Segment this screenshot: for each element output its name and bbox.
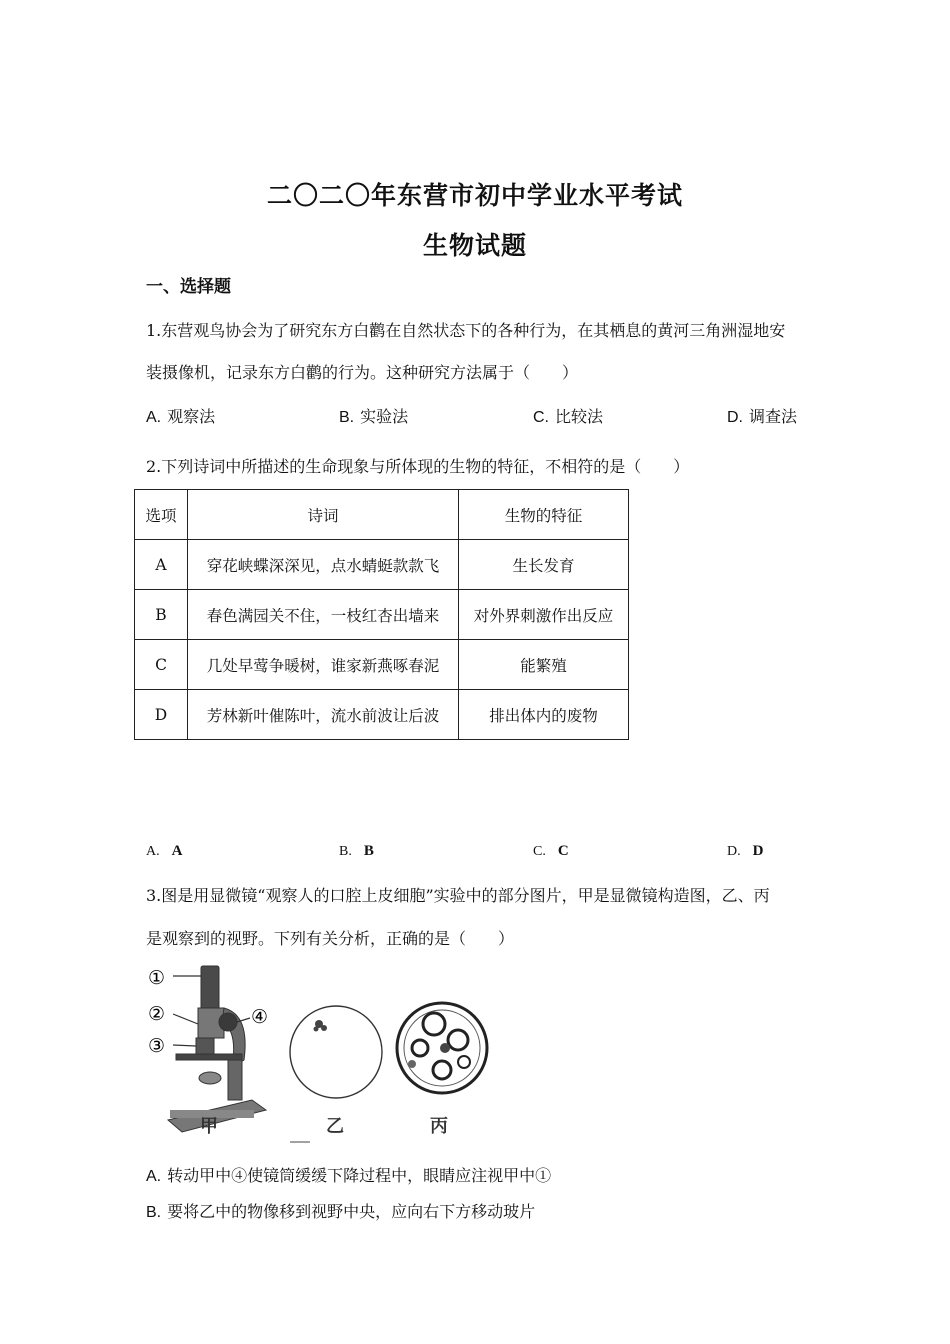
- table-header-row: [135, 490, 629, 540]
- option-letter: A.: [146, 409, 162, 426]
- marker-3: ③: [148, 1035, 166, 1057]
- field-of-view-yi: [290, 1006, 382, 1098]
- q1-stem-line2: 装摄像机，记录东方白鹳的行为。这种研究方法属于（ ）: [146, 363, 579, 382]
- option-letter: C.: [533, 844, 546, 859]
- option-letter: B.: [339, 409, 355, 426]
- option-letter: B.: [339, 844, 352, 859]
- q1-option-c: [533, 404, 603, 427]
- caption-bing: 丙: [430, 1116, 448, 1137]
- option-letter: D.: [727, 844, 741, 859]
- table-cell: 春色满园关不住，一枝红杏出墙来: [188, 590, 459, 640]
- option-text: B: [363, 843, 374, 859]
- q2-option-a: [146, 840, 182, 860]
- q3-stem-line1: 3.图是用显微镜“观察人的口腔上皮细胞”实验中的部分图片，甲是显微镜构造图，乙、丙: [146, 886, 770, 905]
- q2-option-d: [727, 840, 763, 860]
- table-header-cell: 诗词: [188, 490, 459, 540]
- table-header-cell: 选项: [135, 490, 188, 540]
- microscope-figure: [140, 960, 500, 1145]
- marker-4: ④: [251, 1006, 269, 1028]
- option-text: 比较法: [555, 407, 604, 426]
- option-text: A: [171, 843, 183, 859]
- section-heading: 一、选择题: [146, 277, 231, 297]
- option-letter: C.: [533, 409, 549, 426]
- table-cell: B: [135, 590, 188, 640]
- marker-2: ②: [148, 1003, 166, 1025]
- table-row: [135, 590, 629, 640]
- table-cell: 对外界刺激作出反应: [459, 590, 629, 640]
- table-row: [135, 540, 629, 590]
- cell-cluster-icon: [314, 1020, 328, 1032]
- table-header-cell: 生物的特征: [459, 490, 629, 540]
- q3-stem-line2: 是观察到的视野。下列有关分析，正确的是（ ）: [146, 929, 515, 948]
- table-cell: D: [135, 690, 188, 740]
- table-cell: 几处早莺争暖树，谁家新燕啄春泥: [188, 640, 459, 690]
- table-cell: 生长发育: [459, 540, 629, 590]
- q3-option-a: [146, 1163, 551, 1186]
- q1-stem-line1: 1.东营观鸟协会为了研究东方白鹳在自然状态下的各种行为，在其栖息的黄河三角洲湿地安: [146, 321, 786, 340]
- exam-title: 二〇二〇年东营市初中学业水平考试: [266, 181, 683, 210]
- caption-jia: 甲: [200, 1116, 218, 1137]
- option-text: 观察法: [167, 407, 216, 426]
- q3-option-b: [146, 1199, 535, 1222]
- option-text: 转动甲中④使镜筒缓缓下降过程中，眼睛应注视甲中①: [167, 1166, 552, 1185]
- table-row: [135, 690, 629, 740]
- table-cell: A: [135, 540, 188, 590]
- table-cell: 穿花峡蝶深深见，点水蜻蜓款款飞: [188, 540, 459, 590]
- table-cell: 排出体内的废物: [459, 690, 629, 740]
- table-cell: C: [135, 640, 188, 690]
- option-letter: A.: [146, 1168, 162, 1185]
- option-letter: B.: [146, 1204, 162, 1221]
- q1-option-b: [339, 404, 408, 427]
- table-cell: 能繁殖: [459, 640, 629, 690]
- q1-option-a: [146, 404, 215, 427]
- option-text: C: [557, 843, 569, 859]
- q1-option-d: [727, 404, 797, 427]
- option-letter: A.: [146, 844, 160, 859]
- option-text: D: [752, 843, 764, 859]
- option-text: 实验法: [360, 407, 409, 426]
- option-text: 调查法: [749, 407, 798, 426]
- q2-option-b: [339, 840, 374, 860]
- option-text: 要将乙中的物像移到视野中央，应向右下方移动玻片: [167, 1202, 536, 1221]
- q2-table: [134, 489, 629, 740]
- field-of-view-bing: [397, 1003, 487, 1093]
- marker-1: ①: [148, 967, 166, 989]
- microscope-illustration: [168, 966, 269, 1132]
- table-row: [135, 640, 629, 690]
- caption-yi: 乙: [326, 1116, 344, 1137]
- option-letter: D.: [727, 409, 743, 426]
- table-cell: 芳林新叶催陈叶，流水前波让后波: [188, 690, 459, 740]
- q2-stem: 2.下列诗词中所描述的生命现象与所体现的生物的特征，不相符的是（ ）: [146, 457, 690, 476]
- q2-option-c: [533, 840, 569, 860]
- exam-subtitle: 生物试题: [422, 231, 527, 260]
